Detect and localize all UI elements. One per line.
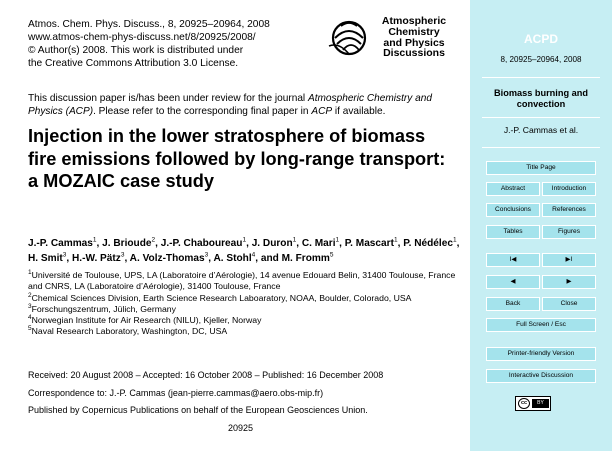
paper-title: Injection in the lower stratosphere of biomass fire emissions followed by long-range transport: a MOZAIC case study bbox=[28, 126, 446, 191]
sidebar-journal: ACPD bbox=[523, 32, 558, 46]
close-button[interactable]: Close bbox=[542, 297, 596, 311]
author-affiliation-marker: 1 bbox=[452, 236, 457, 244]
correspondence: Correspondence to: J.-P. Cammas (jean-pierre.cammas@aero.obs-mip.fr) bbox=[28, 388, 324, 398]
printer-friendly-button[interactable]: Printer-friendly Version bbox=[486, 347, 596, 361]
citation-url[interactable]: www.atmos-chem-phys-discuss.net/8/20925/2008/ bbox=[28, 32, 256, 43]
sidebar-reference: 8, 20925–20964, 2008 bbox=[500, 55, 582, 64]
review-notice bbox=[28, 92, 468, 118]
cc-license-badge[interactable] bbox=[515, 396, 551, 411]
author-affiliation-marker: 1 bbox=[92, 236, 97, 244]
logo-line-2: Chemistry bbox=[388, 25, 440, 38]
affiliation-number: 3 bbox=[28, 303, 32, 310]
author-name: J.-P. Chaboureau$^1$ bbox=[160, 236, 247, 249]
publication-dates: Received: 20 August 2008 – Accepted: 16 October 2008 – Published: 16 December 2008 bbox=[28, 370, 384, 380]
logo-line-1: Atmospheric bbox=[381, 15, 447, 27]
publisher-line: Published by Copernicus Publications on behalf of the European Geosciences Union. bbox=[28, 405, 368, 415]
affiliation-number: 2 bbox=[28, 291, 32, 299]
affiliation-number: 1 bbox=[28, 269, 32, 277]
back-button[interactable]: Back bbox=[486, 297, 540, 311]
author-name: A. Volz-Thomas$^3$ bbox=[129, 251, 209, 264]
previous-page-button[interactable]: ◀ bbox=[486, 275, 540, 289]
fullscreen-button[interactable]: Full Screen / Esc bbox=[486, 318, 596, 332]
author-affiliation-marker: 1 bbox=[242, 236, 247, 244]
notice-journal: Atmospheric Chemistry and Physics (ACP) bbox=[28, 93, 432, 117]
affiliation-item: $^4$Norwegian Institute for Air Research (NILU), Kjeller, Norway bbox=[28, 314, 262, 326]
author-name: J. Brioude$^2$ bbox=[102, 236, 156, 249]
sidebar-divider bbox=[482, 77, 600, 78]
author-affiliation-marker: 4 bbox=[251, 251, 256, 259]
affiliation-item: $^5$Naval Research Laboratory, Washington, DC, USA bbox=[28, 325, 228, 337]
first-page-button[interactable]: I◀ bbox=[486, 253, 540, 267]
notice-text-3: if available. bbox=[332, 106, 386, 117]
sidebar-topic: Biomass burning and convection bbox=[494, 88, 588, 109]
author-affiliation-marker: 3 bbox=[120, 251, 125, 259]
author-name: C. Mari$^1$ bbox=[301, 236, 340, 249]
sidebar-authors: J.-P. Cammas et al. bbox=[503, 125, 579, 135]
page-number: 20925 bbox=[228, 423, 254, 433]
author-name: and M. Fromm$^5$ bbox=[260, 251, 334, 264]
affiliation-list bbox=[28, 270, 468, 338]
figures-button[interactable]: Figures bbox=[542, 225, 596, 239]
sidebar-divider bbox=[482, 147, 600, 148]
last-page-button[interactable]: ▶I bbox=[542, 253, 596, 267]
author-affiliation-marker: 2 bbox=[151, 236, 156, 244]
notice-acp: ACP bbox=[311, 106, 333, 117]
sidebar-divider bbox=[482, 117, 600, 118]
affiliation-item: $^1$Université de Toulouse, UPS, LA (Laboratoire d’Aérologie), 14 avenue Edouard Belin, 31400 Toulouse, France and CNRS, LA (Laboratoire d’Aérologie), 31400 Toulouse, France bbox=[28, 269, 456, 292]
globe-swirl-icon bbox=[327, 16, 371, 60]
author-name: H. Smit$^3$ bbox=[28, 251, 67, 264]
introduction-button[interactable]: Introduction bbox=[542, 182, 596, 196]
author-affiliation-marker: 5 bbox=[329, 251, 334, 259]
title-page-button[interactable]: Title Page bbox=[486, 161, 596, 175]
author-name: H.-W. Pätz$^3$ bbox=[72, 251, 125, 264]
author-affiliation-marker: 3 bbox=[62, 251, 67, 259]
journal-logo-text bbox=[371, 16, 457, 59]
author-affiliation-marker: 3 bbox=[204, 251, 209, 259]
author-affiliation-marker: 1 bbox=[393, 236, 398, 244]
next-page-button[interactable]: ▶ bbox=[542, 275, 596, 289]
affiliation-item: $^3$Forschungszentrum, Jülich, Germany bbox=[28, 303, 176, 314]
affiliation-number: 4 bbox=[28, 314, 32, 322]
citation-line-1: Atmos. Chem. Phys. Discuss., 8, 20925–20964, 2008 bbox=[28, 19, 270, 30]
abstract-button[interactable]: Abstract bbox=[486, 182, 540, 196]
author-affiliation-marker: 1 bbox=[335, 236, 340, 244]
logo-line-4: Discussions bbox=[383, 47, 445, 60]
author-name: J. Duron$^1$ bbox=[251, 236, 297, 249]
author-name: P. Nédélec$^1$ bbox=[403, 236, 457, 249]
by-icon: BY bbox=[532, 399, 549, 408]
tables-button[interactable]: Tables bbox=[486, 225, 540, 239]
citation-header bbox=[28, 18, 270, 70]
author-affiliation-marker: 1 bbox=[292, 236, 297, 244]
conclusions-button[interactable]: Conclusions bbox=[486, 203, 540, 217]
notice-text-2: . Please refer to the corresponding final paper in bbox=[93, 106, 312, 117]
author-list: J.-P. Cammas$^1$, J. Brioude$^2$, J.-P. Chaboureau$^1$, J. Duron$^1$, C. Mari$^1$, P. Mascart$^1$, P. Nédélec$^1$, H. Smit$^3$, H.-W. Pätz$^3$, A. Volz-Thomas$^3$, A. Stohl$^4$, and M. Fromm$^5$ bbox=[28, 236, 460, 264]
author-name: A. Stohl$^4$ bbox=[213, 251, 256, 264]
copyright-line: © Author(s) 2008. This work is distributed under bbox=[28, 45, 244, 56]
license-line: the Creative Commons Attribution 3.0 License. bbox=[28, 58, 239, 69]
cc-icon: cc bbox=[518, 398, 530, 409]
author-name: J.-P. Cammas$^1$ bbox=[28, 236, 97, 249]
journal-logo bbox=[327, 16, 457, 72]
logo-line-3: and Physics bbox=[383, 36, 445, 49]
notice-text-1: This discussion paper is/has been under review for the journal bbox=[28, 93, 308, 104]
affiliation-number: 5 bbox=[28, 325, 32, 333]
author-name: P. Mascart$^1$ bbox=[344, 236, 398, 249]
interactive-discussion-button[interactable]: Interactive Discussion bbox=[486, 369, 596, 383]
references-button[interactable]: References bbox=[542, 203, 596, 217]
affiliation-item: $^2$Chemical Sciences Division, Earth Science Research Laboaratory, NOAA, Boulder, Colorado, USA bbox=[28, 291, 412, 303]
